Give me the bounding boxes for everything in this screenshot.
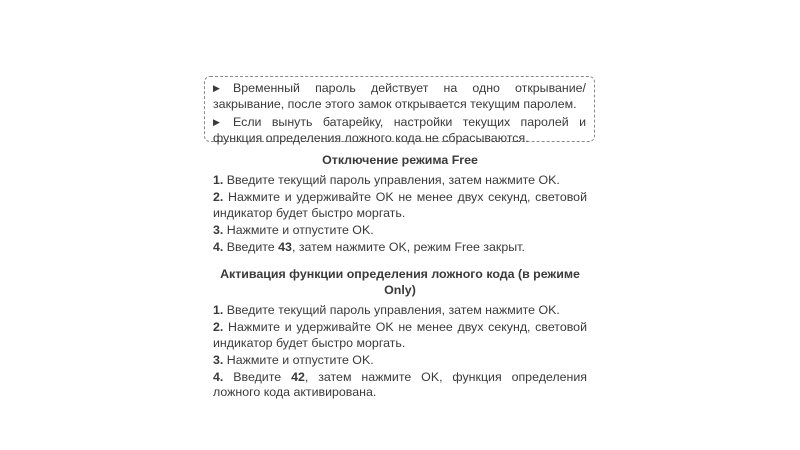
step-item: 2. Нажмите и удерживайте OK не менее двух секунд, световой индикатор будет быстро моргать. <box>213 320 587 350</box>
triangle-bullet-icon: ▶ <box>213 83 220 93</box>
step-item: 4. Введите 43, затем нажмите OK, режим Free закрыт. <box>213 239 525 254</box>
step-item: 3. Нажмите и отпустите OK. <box>213 222 374 237</box>
note-text: Если вынуть батарейку, настройки текущих паролей и функция определения ложного кода не сбрасываются. <box>213 115 586 145</box>
step-item: 1. Введите текущий пароль управления, затем нажмите OK. <box>213 303 560 317</box>
note-text: Временный пароль действует на одно открывание/закрывание, после этого замок открывается текущим паролем. <box>213 81 586 111</box>
step-item: 1. Введите текущий пароль управления, затем нажмите OK. <box>213 173 560 187</box>
triangle-bullet-icon: ▶ <box>213 117 220 127</box>
step-item: 4. Введите 42, затем нажмите OK, функция определения ложного кода активирована. <box>213 369 587 399</box>
note-box <box>204 76 595 145</box>
instructions <box>213 152 587 402</box>
step-item: 2. Нажмите и удерживайте OK не менее двух секунд, световой индикатор будет быстро моргать. <box>213 190 587 220</box>
note-item <box>213 114 586 146</box>
section-title-false-code: Активация функции определения ложного кода (в режиме Only) <box>220 267 580 297</box>
step-item: 3. Нажмите и отпустите OK. <box>213 352 374 367</box>
note-item <box>213 80 586 112</box>
section-title-free-off: Отключение режима Free <box>322 153 478 167</box>
